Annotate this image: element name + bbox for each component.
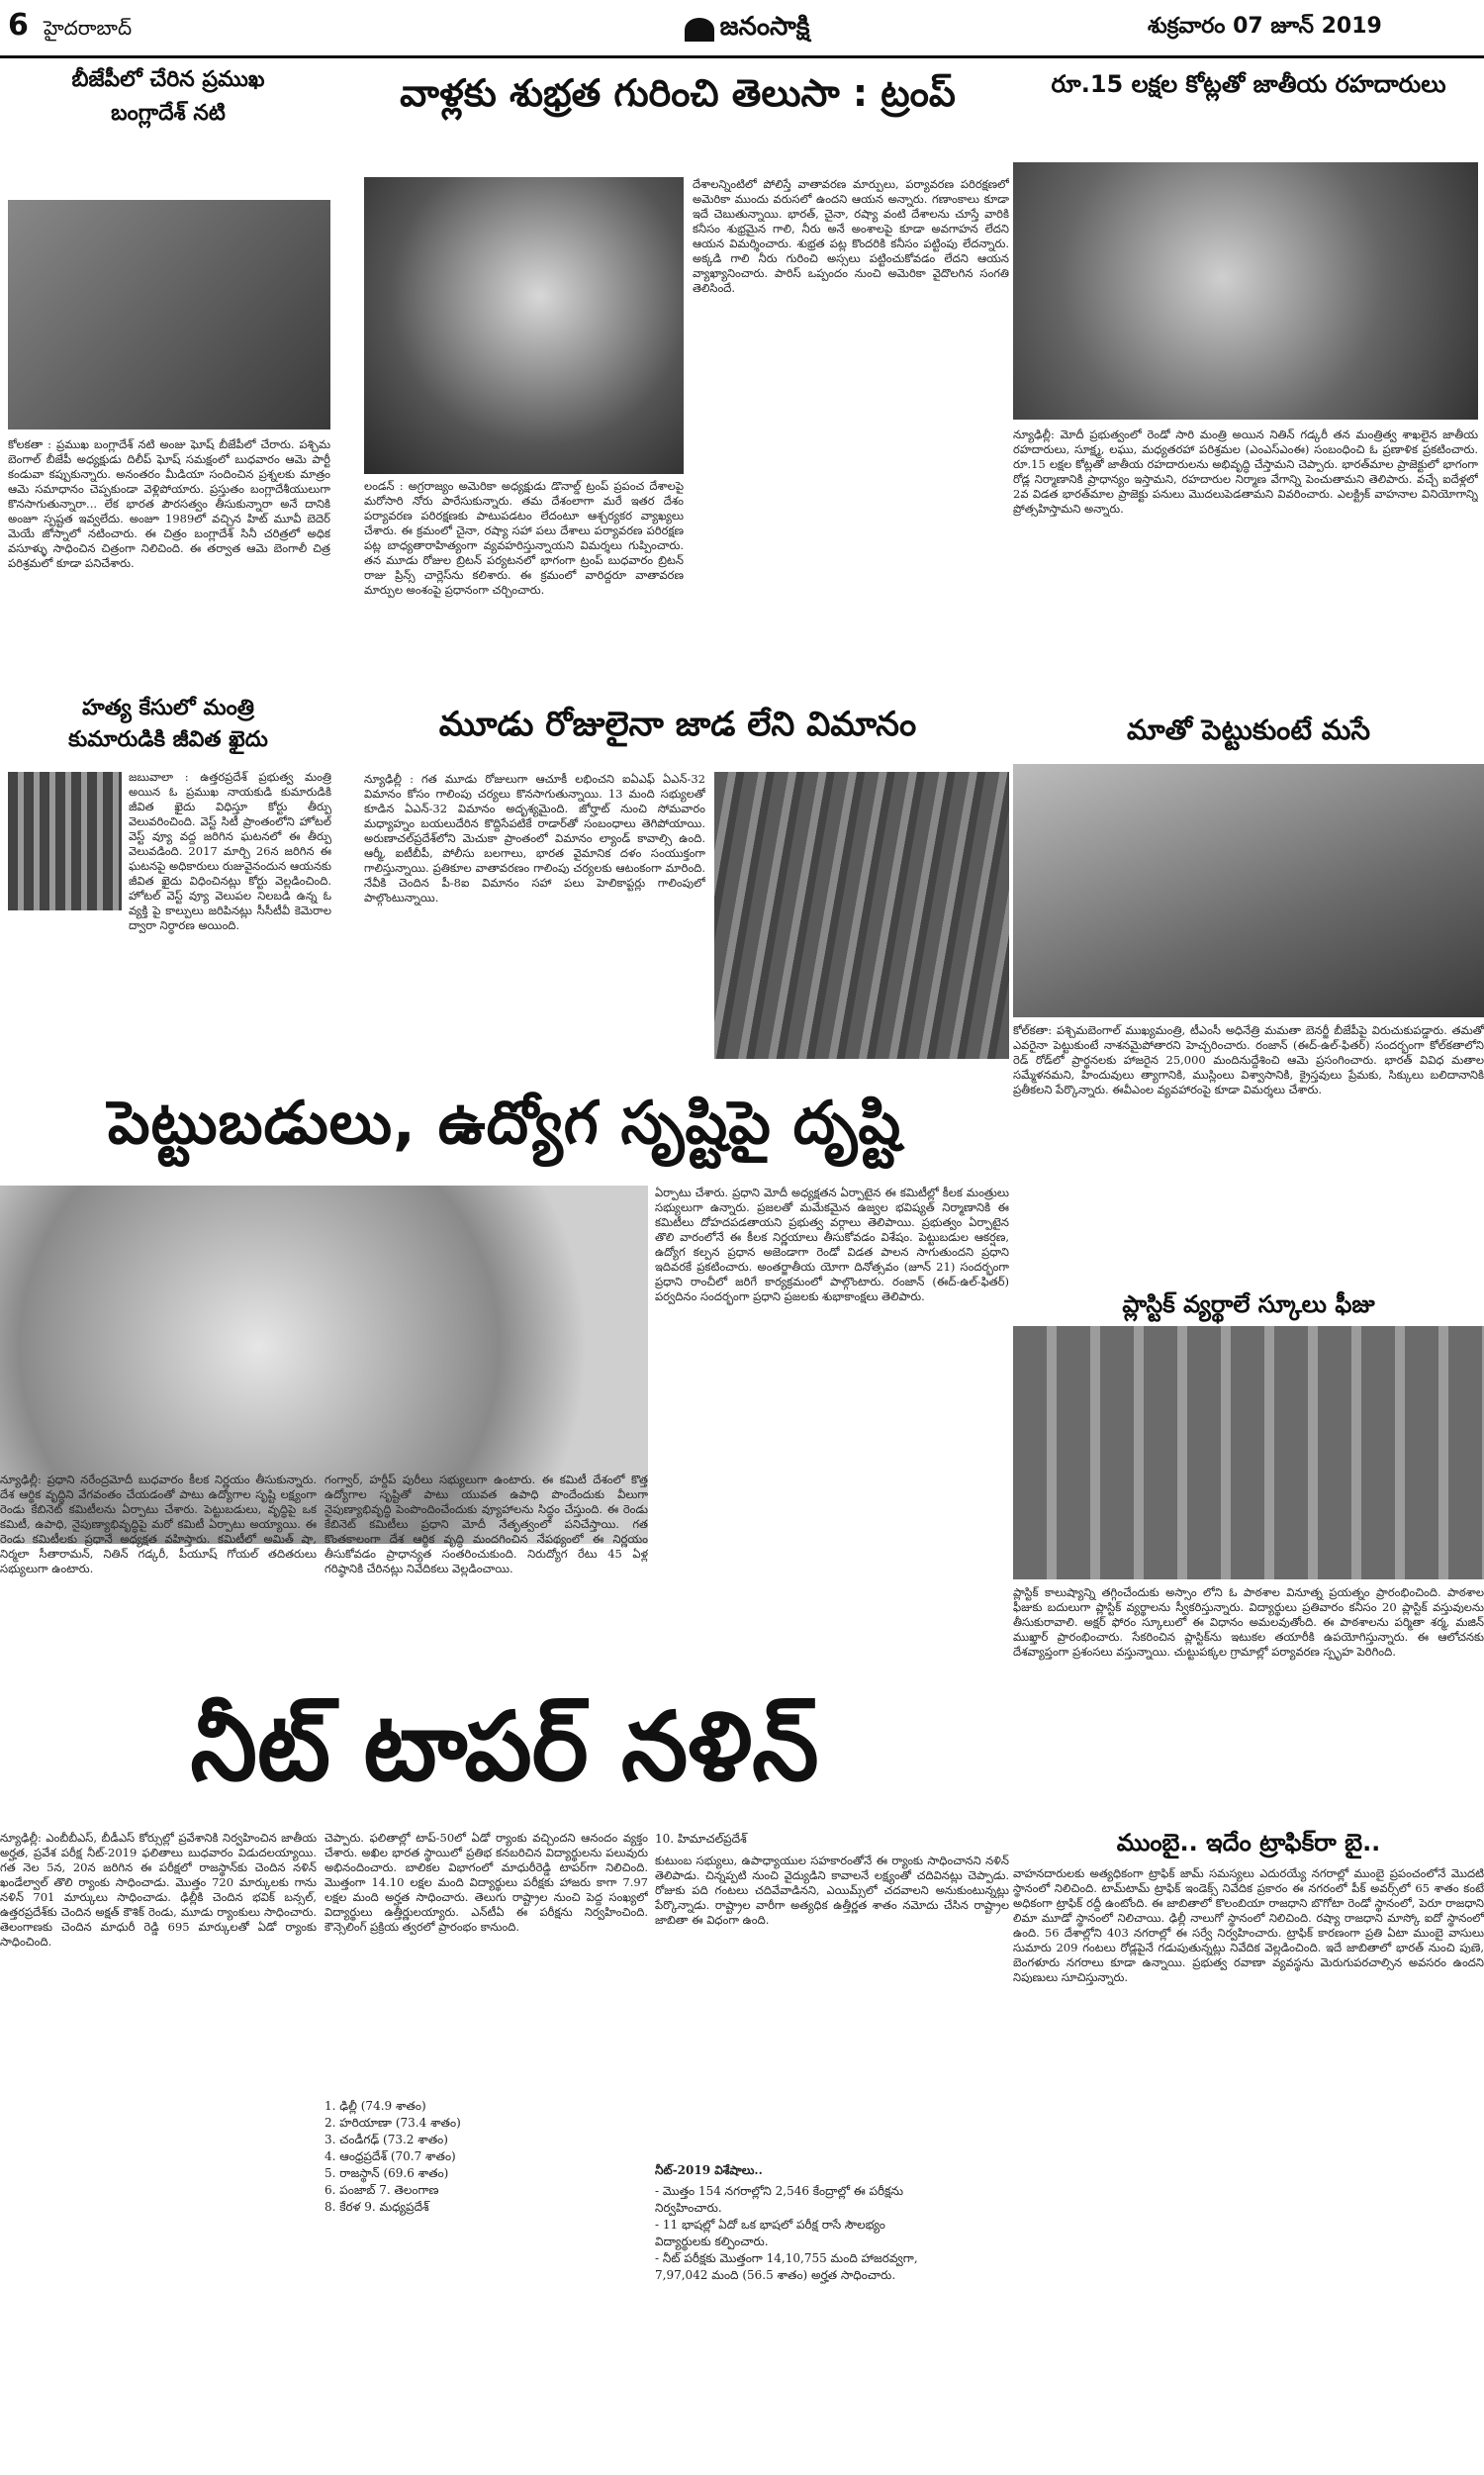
list-item: 8. కేరళ 9. మధ్యప్రదేశ్ [325,2200,429,2214]
neet-col-3 [655,1831,1009,2464]
list-item: 4. ఆంధ్రప్రదేశ్ (70.7 శాతం) [325,2149,456,2163]
article-missing-aircraft [346,697,1009,1063]
article-body: కోల్‌కతా: పశ్చిమబెంగాల్ ముఖ్యమంత్రి, టీఎంసీ అధినేత్రి మమతా బెనర్జీ బీజేపీపై విరుచుకుపడ్డారు. తమతో ఎవరైనా పెట్టుకుంటే నాశనమైపోతారని హెచ్చరించారు. రంజాన్ (ఈద్-ఉల్-ఫితర్) సందర్భంగా కోల్‌కతాలోని రెడ్ రోడ్‌లో ప్రార్థనలకు హాజరైన 25,000 మందినుద్దేశించి ఆమె ప్రసంగించారు. భారత్ వివిధ మతాల సమ్మేళనమని, హిందువులు త్యాగానికి, ముస్లింలు విశ్వాసానికి, క్రైస్తవులు ప్రేమకు, సిక్కులు బలిదానానికి ప్రతీకలని పేర్కొన్నారు. ఈవీఎంల వ్యవహారంపై కూడా విమర్శలు చేశారు. [1013,1023,1484,1096]
list-item: 1. ఢిల్లీ (74.9 శాతం) [325,2099,426,2113]
article-body-col-3: ఏర్పాటు చేశారు. ప్రధాని మోదీ అధ్యక్షతన ఏర్పాటైన ఈ కమిటీల్లో కీలక మంత్రులు సభ్యులుగా ఉన్నారు. ప్రజలతో మమేకమైన ఉజ్వల భవిష్యత్ నిర్మాణానికి ఈ కమిటీలు దోహదపడతాయని ప్రభుత్వ వర్గాలు తెలిపాయి. ప్రభుత్వం ఏర్పాటైన తొలి వారంలోనే ఈ కీలక నిర్ణయాలు తీసుకోవడం విశేషం. పెట్టుబడుల ఆకర్షణ, ఉద్యోగ కల్పన ప్రధాన అజెండాగా రెండో విడత పాలన సాగుతుందని ప్రధాని ఇదివరకే ప్రకటించారు. అంతర్జాతీయ యోగా దినోత్సవం (జూన్ 21) సందర్భంగా ప్రధాని రాంచీలో జరిగే కార్యక్రమంలో పాల్గొంటారు. రంజాన్ (ఈద్-ఉల్-ఫితర్) పర్వదినం సందర్భంగా ప్రధాని ప్రజలకు శుభాకాంక్షలు తెలిపారు. [655,1186,1009,1303]
article-body: కోలకతా : ప్రముఖ బంగ్లాదేశ్ నటి అంజు ఘోష్ బీజేపీలో చేరారు. పశ్చిమ బెంగాల్ బీజేపీ అధ్యక్షుడు దిలీప్ ఘోష్ సమక్షంలో బుధవారం ఆమె పార్టీ కండువా కప్పుకున్నారు. అనంతరం మీడియా సందించిన ప్రశ్నలకు మాత్రం ఆమె సమాధానం చెప్పకుండా వెళ్లిపోయారు. ప్రస్తుతం బంగ్లాదేశీయులుగా కొనసాగుతున్నారా... లేక భారత పౌరసత్వం తీసుకున్నారా అనే దానికి అంజూ స్పష్టత ఇవ్వలేదు. అంజూ 1989లో వచ్చిన హిట్ మూవీ బెదెర్ మెయే జోస్నాలో నటించారు. ఈ చిత్రం బంగ్లాదేశ్ సినీ చరిత్రలో అధిక వసూళ్ళు సాధించిన చిత్రంగా నిలిచింది. ఈ తర్వాత ఆమె బెంగాలీ చిత్ర పరిశ్రమలో కూడా పనిచేశారు. [8,437,330,570]
prison-bars-photo [8,772,122,910]
modi-body-col-1: న్యూఢిల్లీ: ప్రధాని నరేంద్రమోదీ బుధవారం కీలక నిర్ణయం తీసుకున్నారు. దేశ ఆర్థిక వృద్ధిని వేగవంతం చేయడంతో పాటు ఉద్యోగాల సృష్టి లక్ష్యంగా రెండు కేబినెట్ కమిటీలను ఏర్పాటు చేశారు. పెట్టుబడులు, వృద్ధిపై ఒక కమిటీ, ఉపాధి, నైపుణ్యాభివృద్ధిపై మరో కమిటీ ఏర్పాటు అయ్యాయి. ఈ రెండు కమిటీలకు ప్రధానే అధ్యక్షత వహిస్తారు. కమిటీలో అమిత్ షా, నిర్మలా సీతారామన్, నితిన్ గడ్కరీ, పీయూష్ గోయల్ తదితరులు సభ్యులుగా ఉంటారు. [0,1473,317,1575]
gadkari-photo [1013,162,1478,420]
article-body: ప్లాస్టిక్ కాలుష్యాన్ని తగ్గించేందుకు అస్సాం లోని ఓ పాఠశాల వినూత్న ప్రయత్నం ప్రారంభించింది. పాఠశాల ఫీజుకు బదులుగా ప్లాస్టిక్ వ్యర్థాలను స్వీకరిస్తున్నారు. విద్యార్థులు ప్రతివారం కనీసం 20 ప్లాస్టిక్ వస్తువులను తీసుకురావాలి. అక్షర్ ఫోరం స్కూలులో ఈ విధానం అమలవుతోంది. ఈ పాఠశాలను పర్మితా శర్మ, మజిన్ ముఖ్తార్ ప్రారంభించారు. సేకరించిన ప్లాస్టిక్‌ను ఇటుకల తయారీకి ఉపయోగిస్తున్నారు. ఈ ఆలోచనకు దేశవ్యాప్తంగా ప్రశంసలు వస్తున్నాయి. చుట్టుపక్కల గ్రామాల్లో పర్యావరణ స్పృహ పెరిగింది. [1013,1585,1484,1659]
headline: ప్లాస్టిక్ వ్యర్థాలే స్కూలు ఫీజు [1122,1290,1375,1318]
list-item: - నీట్ పరీక్షకు మొత్తంగా 14,10,755 మంది హాజరవ్వగా, [655,2251,918,2265]
masthead-rule [0,55,1484,58]
article-body: వాహనదారులకు అత్యధికంగా ట్రాఫిక్ జామ్ సమస్యలు ఎదురయ్యే నగరాల్లో ముంబై ప్రపంచంలోనే మొదటి స్థానంలో నిలిచింది. టామ్‌టామ్ ట్రాఫిక్ ఇండెక్స్ నివేదిక ప్రకారం ఈ నగరంలో పీక్ అవర్స్‌లో 65 శాతం కంటే అధికంగా ట్రాఫిక్ రద్దీ ఉంటోంది. ఈ జాబితాలో కొలంబియా రాజధాని బొగోటా రెండో స్థానంలో, పెరూ రాజధాని లిమా మూడో స్థానంలో నిలిచాయి. ఢిల్లీ నాలుగో స్థానంలో నిలిచింది. రష్యా రాజధాని మాస్కో ఐదో స్థానంలో ఉంది. 56 దేశాల్లోని 403 నగరాల్లో ఈ సర్వే నిర్వహించారు. ట్రాఫిక్ కారణంగా ప్రతి ఏటా ముంబై వాసులు సుమారు 209 గంటలు రోడ్లపైనే గడుపుతున్నట్లు నివేదిక వెల్లడించింది. ఇదే జాబితాలో భారత్ నుంచి పుణె, బెంగళూరు నగరాలు కూడా ఉన్నాయి. ప్రభుత్వ రవాణా వ్యవస్థను మెరుగుపరచాల్సిన అవసరం ఉందని నిపుణులు సూచిస్తున్నారు. [1013,1866,1484,1984]
headline: వాళ్లకు శుభ్రత గురించి తెలుసా : ట్రంప్ [400,71,956,115]
trump-photo [364,177,684,474]
article-body-col-2: దేశాలన్నింటిలో పోలిస్తే వాతావరణ మార్పులు, పర్యావరణ పరిరక్షణలో అమెరికా ముందు వరుసలో ఉందని ఆయన అన్నారు. గణాంకాలు కూడా ఇదే చెబుతున్నాయి. భారత్, చైనా, రష్యా వంటి దేశాలను చూస్తే వారికి కనీసం శుభ్రమైన గాలి, నీరు అనే అంశాలపై కూడా అవగాహన లేదని ఆయన విమర్శించారు. శుభ్రత పట్ల కొందరికి కనీసం పట్టింపు లేదన్నారు. అక్కడి గాలి నీరు గురించి అస్సలు పట్టించుకోవడం లేదని ఆయన వ్యాఖ్యానించారు. పారిస్ ఒప్పందం నుంచి అమెరికా వైదొలగిన సంగతి తెలిసిందే. [693,177,1009,295]
headline: మూడు రోజులైనా జాడ లేని విమానం [438,705,917,744]
article-body: న్యూఢిల్లీ : గత మూడు రోజులుగా ఆచూకీ లభించని ఐఏఎఫ్ ఏఎన్-32 విమానం కోసం గాలింపు చర్యలు కొనసాగుతున్నాయి. 13 మంది సభ్యులతో కూడిన ఏఎన్-32 విమానం అదృశ్యమైంది. జోర్హాట్ నుంచి సోమవారం మధ్యాహ్నం బయలుదేరిన కొద్దిసేపటికే రాడార్‌తో సంబంధాలు తెగిపోయాయి. అరుణాచల్‌ప్రదేశ్‌లోని మెచుకా ప్రాంతంలో విమానం ల్యాండ్ కావాల్సి ఉంది. ఆర్మీ, ఐటీబీపీ, పోలీసు బలగాలు, భారత వైమానిక దళం సంయుక్తంగా గాలిస్తున్నాయి. ప్రతికూల వాతావరణం గాలింపు చర్యలకు ఆటంకంగా మారింది. నేవీకి చెందిన పీ-8ఐ విమానం సహా పలు హెలికాప్టర్లు గాలింపులో పాల్గొంటున్నాయి. [364,772,705,904]
list-item: 6. పంజాబ్ 7. తెలంగాణ [325,2183,439,2197]
headline: రూ.15 లక్షల కోట్లతో జాతీయ రహదారులు [1051,70,1446,98]
list-item: విద్యార్థులకు కల్పించారు. [655,2235,769,2248]
edition-label: హైదరాబాద్ [44,16,133,40]
mamata-rally-photo [1013,764,1484,1017]
headline: నీట్ టాపర్ నళిన్ [190,1691,819,1802]
logo-emblem-icon [685,18,714,42]
state-pass-list [325,2098,648,2474]
article-body-col-1: లండన్ : అగ్రరాజ్యం అమెరికా అధ్యక్షుడు డొనాల్డ్ ట్రంప్ ప్రపంచ దేశాలపై మరోసారి నోరు పారేసుకున్నారు. తమ దేశంలాగా మరే ఇతర దేశం పర్యావరణ పరిరక్షణకు పాటుపడటం లేదంటూ ఆశ్చర్యకర వ్యాఖ్యలు చేశారు. ఈ క్రమంలో చైనా, రష్యా సహా పలు దేశాలు పర్యావరణ పరిరక్షణ పట్ల బాధ్యతారాహిత్యంగా వ్యవహరిస్తున్నాయని విమర్శలు గుప్పించారు. తన మూడు రోజుల బ్రిటన్ పర్యటనలో భాగంగా ట్రంప్ బుధవారం బ్రిటన్ రాజు ప్రిన్స్ చార్లెస్‌ను కలిశారు. ఈ క్రమంలో వారిద్దరూ వాతావరణ మార్పుల అంశంపై ప్రధానంగా చర్చించారు. [364,479,684,597]
list-item: - 11 భాషల్లో ఏదో ఒక భాషలో పరీక్ష రాసే సౌలభ్యం [655,2218,885,2232]
article-minister-son [0,693,336,990]
headline-line-1: హత్య కేసులో మంత్రి [82,696,254,720]
issue-date: శుక్రవారం 07 జూన్ 2019 [1148,14,1382,39]
list-a-title: 10. హిమాచల్‌ప్రదేశ్ [655,1832,747,1846]
article-body: జబువాలా : ఉత్తరప్రదేశ్ ప్రభుత్వ మంత్రి అయిన ఓ ప్రముఖ నాయకుడి కుమారుడికి జీవిత ఖైదు విధిస్తూ కోర్టు తీర్పు వెలువరించింది. వెస్ట్ సిటీ ప్రాంతంలోని హోటల్ వెస్ట్ వ్యూ వద్ద జరిగిన ఘటనలో ఈ తీర్పు వెలువడింది. 2017 మార్చి 26న జరిగిన ఈ ఘటనపై అధికారులు రుజువైనందున ఆయనకు జీవిత ఖైదు విధించినట్లు కోర్టు వెల్లడించింది. హోటల్ వెస్ట్ వ్యూ వెలుపల నిలబడి ఉన్న ఓ వ్యక్తి పై కాల్పులు జరిపినట్లు సీసీటీవీ కెమెరాల ద్వారా నిర్ధారణ అయింది. [129,770,331,932]
headline: ముంబై.. ఇదేం ట్రాఫిక్‌రా బై.. [1116,1829,1381,1856]
modi-body-col-2: గంగ్వార్, హర్దీప్ పురీలు సభ్యులుగా ఉంటారు. ఈ కమిటీ దేశంలో కొత్త ఉద్యోగాల సృష్టితో పాటు యువత ఉపాధి పొందేందుకు వీలుగా నైపుణ్యాభివృద్ధి పెంపొందించేందుకు వ్యూహాలను సిద్ధం చేస్తుంది. ఈ రెండు కేబినెట్ కమిటీలు ప్రధాని మోదీ నేతృత్వంలో పనిచేస్తాయి. గత కొంతకాలంగా దేశ ఆర్థిక వృద్ధి మందగించిన నేపథ్యంలో ఈ నిర్ణయం తీసుకోవడం ప్రాధాన్యత సంతరించుకుంది. నిరుద్యోగ రేటు 45 ఏళ్ల గరిష్ఠానికి చేరినట్లు నివేదికలు వెల్లడించాయి. [325,1473,648,1575]
headline-line-2: కుమారుడికి జీవిత ఖైదు [68,727,268,752]
paper-name: జనంసాక్షి [719,12,810,42]
headline-line-1: బీజేపీలో చేరిన ప్రముఖ [71,67,265,92]
article-body: న్యూఢిల్లీ: మోదీ ప్రభుత్వంలో రెండో సారి మంత్రి అయిన నితిన్ గడ్కరీ తన మంత్రిత్వ శాఖలైన జాతీయ రహదారులు, సూక్ష్మ, లఘు, మధ్యతరహా పరిశ్రమల (ఎంఎస్ఎంఈ) సంబంధించి ఓ ప్రణాళిక ప్రకటించారు. రూ.15 లక్షల కోట్లతో జాతీయ రహదారులను అభివృద్ధి చేస్తామని చెప్పారు. భారత్‌మాల ప్రాజెక్టులో భాగంగా రోడ్ల నిర్మాణానికి ప్రాధాన్యం ఇస్తామని, రహదారుల నిర్మాణ వేగాన్ని పెంచుతామని తెలిపారు. వచ్చే ఐదేళ్లలో 2వ విడత భారత్‌మాల ప్రాజెక్టు పనులు మొదలుపెడతామని వివరించారు. ఎలక్ట్రిక్ వాహనాల వినియోగాన్ని ప్రోత్సహిస్తామని అన్నారు. [1013,428,1478,516]
article-bjp-actress [0,63,336,687]
article-body-col-3: కుటుంబ సభ్యులు, ఉపాధ్యాయుల సహకారంతోనే ఈ ర్యాంకు సాధించానని నళిన్ తెలిపాడు. చిన్నప్పటి నుంచి వైద్యుడిని కావాలనే లక్ష్యంతో చదివినట్లు చెప్పాడు. రోజుకు పది గంటలు చదివేవాడినని, ఎయిమ్స్‌లో చదవాలని అనుకుంటున్నట్లు పేర్కొన్నాడు. రాష్ట్రాల వారీగా అత్యధిక ఉత్తీర్ణత శాతం నమోదు చేసిన రాష్ట్రాల జాబితా ఈ విధంగా ఉంది. [655,1854,1009,1927]
paper-logo [613,10,881,49]
list-item: 5. రాజస్థాన్ (69.6 శాతం) [325,2166,449,2180]
article-mamata [1013,701,1484,1285]
article-plastic-fee [1013,1286,1484,1821]
students-photo [1013,1326,1484,1579]
headline: పెట్టుబడులు, ఉద్యోగ సృష్టిపై దృష్టి [107,1089,902,1158]
article-body-col-1: న్యూఢిల్లీ: ఎంబీబీఎస్, బీడీఎస్ కోర్సుల్లో ప్రవేశానికి నిర్వహించిన జాతీయ అర్హత, ప్రవేశ పరీక్ష నీట్-2019 ఫలితాలు బుధవారం విడుదలయ్యాయి. గత నెల 5న, 20న జరిగిన ఈ పరీక్షలో రాజస్థాన్‌కు చెందిన నళిన్ ఖండేల్వాల్ తొలి ర్యాంకు సాధించాడు. మొత్తం 720 మార్కులకు గాను నళిన్ 701 మార్కులు సాధించాడు. ఢిల్లీకి చెందిన భవిక్ బన్సల్, ఉత్తరప్రదేశ్‌కు చెందిన అక్షత్ కౌశిక్ రెండు, మూడు ర్యాంకులు సాధించారు. తెలంగాణకు చెందిన మాధురీ రెడ్డి 695 మార్కులతో ఏడో ర్యాంకు సాధించింది. [0,1831,317,1949]
neet-highlights-list [655,2183,1009,2284]
list-item: 7,97,042 మంది (56.5 శాతం) అర్హత సాధించారు. [655,2268,896,2282]
article-trump [346,63,1009,697]
article-highways [1013,63,1484,697]
page-number: 6 [8,8,29,43]
article-body-col-2: చెప్పారు. ఫలితాల్లో టాప్-50లో ఏడో ర్యాంకు వచ్చిందని ఆనందం వ్యక్తం చేశారు. అఖిల భారత స్థాయిలో ప్రతిభ కనబరిచిన విద్యార్థులను పలువురు అభినందించారు. బాలికల విభాగంలో మాధురీరెడ్డి టాపర్‌గా నిలిచింది. మొత్తంగా 14.10 లక్షల మంది విద్యార్థులు పరీక్షకు హాజరు కాగా 7.97 లక్షల మంది అర్హత సాధించారు. తెలుగు రాష్ట్రాల నుంచి పెద్ద సంఖ్యలో విద్యార్థులు ఉత్తీర్ణులయ్యారు. ఎన్‌టీఏ ఈ పరీక్షను నిర్వహించింది. కౌన్సెలింగ్ ప్రక్రియ త్వరలో ప్రారంభం కానుంది. [325,1831,648,1934]
article-modi-committees [0,1069,1009,1534]
bjp-event-photo [8,200,330,429]
list-item: నిర్వహించారు. [655,2201,722,2215]
headline-line-2: బంగ్లాదేశ్ నటి [111,101,226,126]
list-item: 2. హరియాణా (73.4 శాతం) [325,2116,461,2130]
masthead [0,0,1484,59]
state-pass-list-items [325,2098,648,2216]
article-neet-topper [0,1672,1009,2475]
article-mumbai-traffic [1013,1823,1484,2471]
list-item: - మొత్తం 154 నగరాల్లోని 2,546 కేంద్రాల్లో ఈ పరీక్షను [655,2184,904,2198]
soldiers-photo [714,772,1009,1059]
headline: మాతో పెట్టుకుంటే మసే [1126,714,1371,746]
list-item: 3. చండీగఢ్ (73.2 శాతం) [325,2133,448,2146]
neet-highlights-title: నీట్-2019 విశేషాలు.. [655,2163,763,2177]
